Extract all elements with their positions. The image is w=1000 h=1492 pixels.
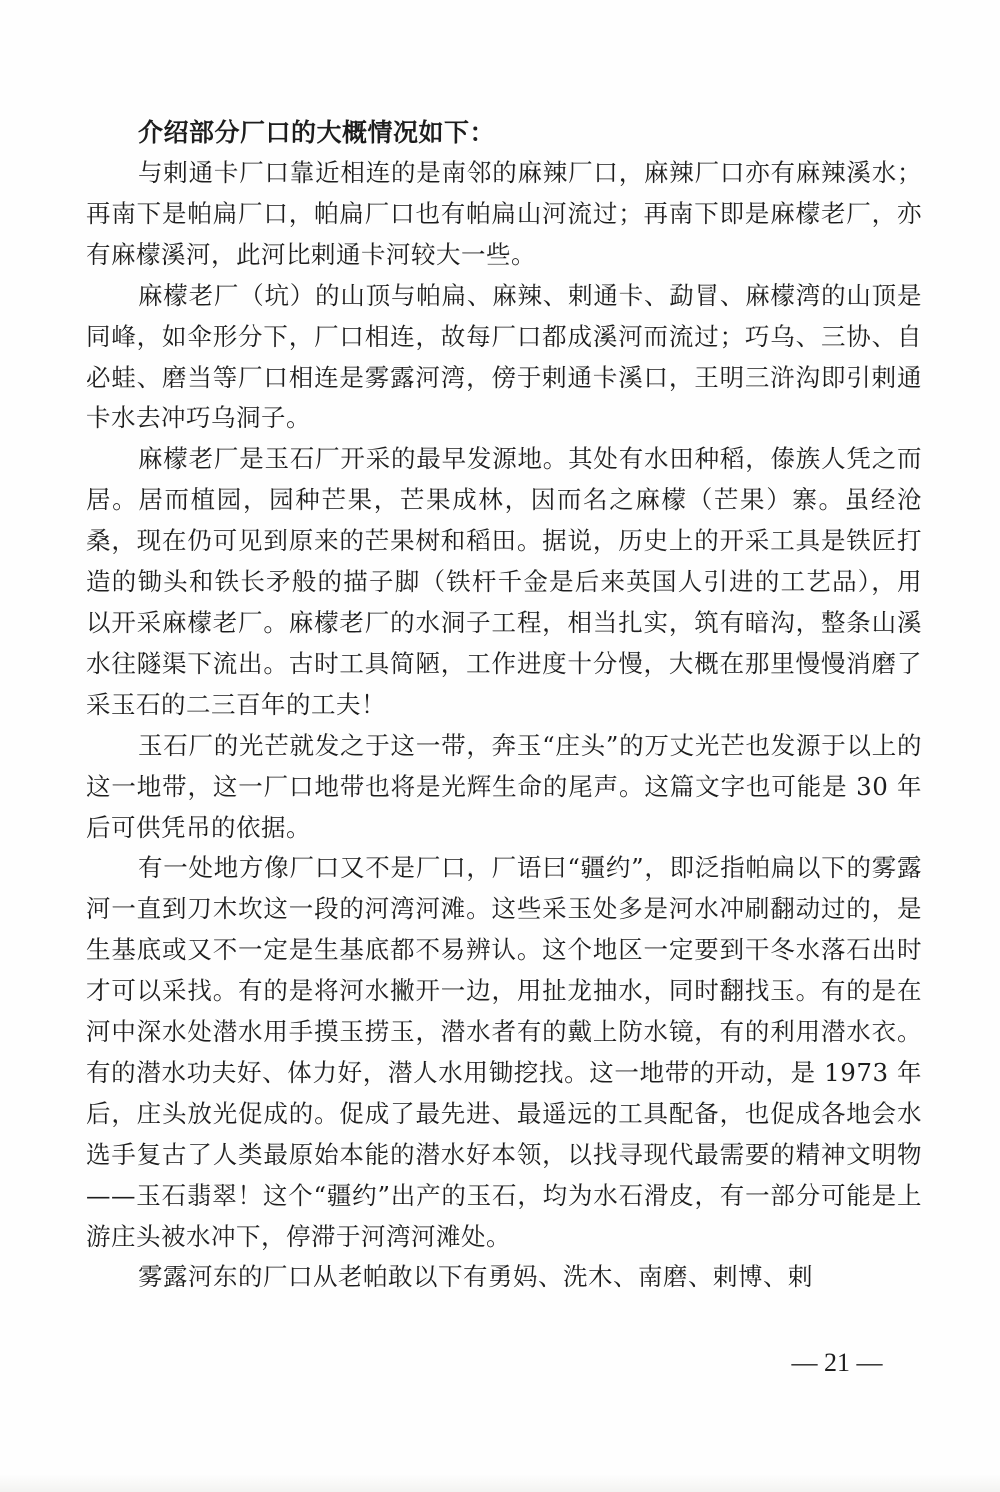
page-body: [86, 112, 922, 1298]
page-number: — 21 —: [791, 1348, 883, 1377]
paragraph-5: 有一处地方像厂口又不是厂口，厂语曰“疆约”，即泛指帕扁以下的雾露河一直到刀木坎这一段的河湾河滩。这些采玉处多是河水冲刷翻动过的，是生基底或又不一定是生基底都不易辨认。这个地区一定要到干冬水落石出时才可以采找。有的是将河水撇开一边，用扯龙抽水，同时翻找玉。有的是在河中深水处潜水用手摸玉捞玉，潜水者有的戴上防水镜，有的利用潜水衣。有的潜水功夫好、体力好，潜人水用锄挖找。这一地带的开动，是 1973 年后，庄头放光促成的。促成了最先进、最遥远的工具配备，也促成各地会水选手复古了人类最原始本能的潜水好本领，以找寻现代最需要的精神文明物——玉石翡翠！这个“疆约”出产的玉石，均为水石滑皮，有一部分可能是上游庄头被水冲下，停滞于河湾河滩处。: [86, 853, 922, 1251]
page-bottom-edge: [0, 1474, 1000, 1492]
paragraph-3: 麻檬老厂是玉石厂开采的最早发源地。其处有水田种稻，傣族人凭之而居。居而植园，园种芒果，芒果成林，因而名之麻檬（芒果）寨。虽经沧桑，现在仍可见到原来的芒果树和稻田。据说，历史上的开采工具是铁匠打造的锄头和铁长矛般的描子脚（铁杆千金是后来英国人引进的工艺品），用以开采麻檬老厂。麻檬老厂的水洞子工程，相当扎实，筑有暗沟，整条山溪水往隧渠下流出。古时工具简陋，工作进度十分慢，大概在那里慢慢消磨了采玉石的二三百年的工夫！: [86, 444, 922, 719]
paragraph-1: 与剌通卡厂口靠近相连的是南邻的麻辣厂口，麻辣厂口亦有麻辣溪水；再南下是帕扁厂口，帕扁厂口也有帕扁山河流过；再南下即是麻檬老厂，亦有麻檬溪河，此河比剌通卡河较大一些。: [86, 158, 922, 269]
paragraph-2: 麻檬老厂（坑）的山顶与帕扁、麻辣、剌通卡、勐冒、麻檬湾的山顶是同峰，如伞形分下，厂口相连，故每厂口都成溪河而流过；巧乌、三协、自必蛙、磨当等厂口相连是雾露河湾，傍于剌通卡溪口，王明三浒沟即引剌通卡水去冲巧乌洞子。: [86, 280, 922, 433]
paragraph-6: 雾露河东的厂口从老帕敢以下有勇妈、洗木、南磨、剌博、剌: [138, 1262, 813, 1292]
section-heading: 介绍部分厂口的大概情况如下：: [138, 118, 496, 147]
paragraph-4: 玉石厂的光芒就发之于这一带，奔玉“庄头”的万丈光芒也发源于以上的这一地带，这一厂口地带也将是光辉生命的尾声。这篇文字也可能是 30 年后可供凭吊的依据。: [86, 730, 922, 842]
